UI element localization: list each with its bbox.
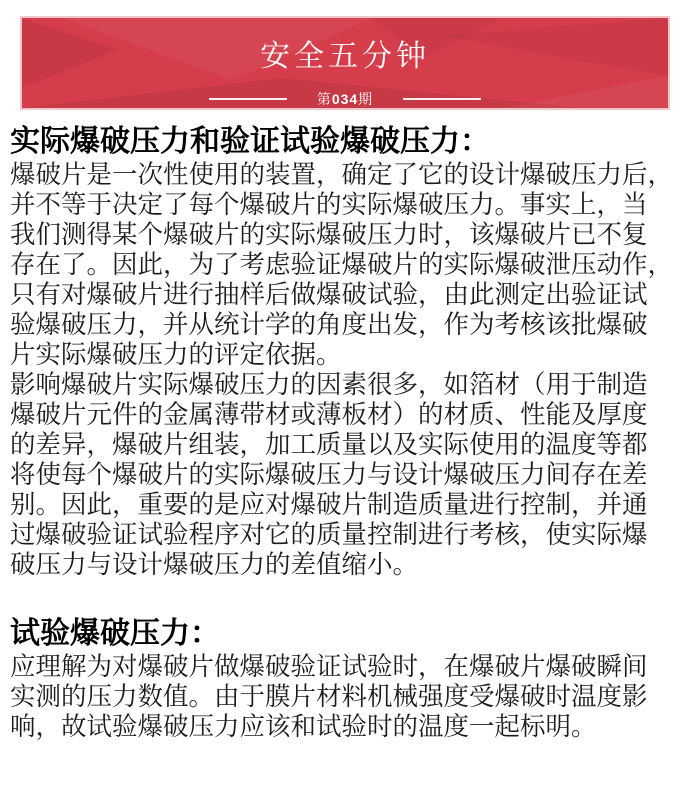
text-line: 只有对爆破片进行抽样后做爆破试验，由此测定出验证试 [10,280,648,309]
text-line: 存在了。因此，为了考虑验证爆破片的实际爆破泄压动作， [10,250,674,279]
section-heading: 实际爆破压力和验证试验爆破压力： [10,125,490,158]
paragraph [10,370,680,580]
text-line: 破压力与设计爆破压力的差值缩小。 [10,550,419,579]
text-line: 响，故试验爆破压力应该和试验时的温度一起标明。 [10,712,597,741]
subtitle-left-rule [209,98,287,100]
text-line: 将使每个爆破片的实际爆破压力与设计爆破压力间存在差 [10,460,648,489]
article-content [0,124,690,742]
banner [20,16,670,110]
section-heading: 试验爆破压力： [10,617,220,650]
text-line: 我们测得某个爆破片的实际爆破压力时，该爆破片已不复 [10,220,648,249]
paragraph [10,652,680,742]
text-line: 爆破片元件的金属薄带材或薄板材）的材质、性能及厚度 [10,400,648,429]
text-line: 验爆破压力，并从统计学的角度出发，作为考核该批爆破 [10,310,648,339]
text-line: 片实际爆破压力的评定依据。 [10,340,342,369]
text-line: 实测的压力数值。由于膜片材料机械强度受爆破时温度影 [10,682,648,711]
section-actual-burst-pressure [10,124,680,580]
subtitle-right-rule [403,98,481,100]
issue-number: 034 [331,91,359,107]
text-line: 别。因此，重要的是应对爆破片制造质量进行控制，并通 [10,490,648,519]
text-line: 应理解为对爆破片做爆破验证试验时，在爆破片爆破瞬间 [10,652,648,681]
text-line: 爆破片是一次性使用的装置，确定了它的设计爆破压力后， [10,160,674,189]
section-test-burst-pressure [10,616,680,742]
text-line: 过爆破验证试验程序对它的质量控制进行考核，使实际爆 [10,520,648,549]
paragraph [10,160,680,370]
banner-subtitle-row [22,89,668,109]
text-line: 并不等于决定了每个爆破片的实际爆破压力。事实上，当 [10,190,648,219]
text-line: 影响爆破片实际爆破压力的因素很多，如箔材（用于制造 [10,370,648,399]
text-line: 的差异，爆破片组装，加工质量以及实际使用的温度等都 [10,430,648,459]
issue-prefix: 第 [316,93,332,108]
issue-label [317,89,373,109]
issue-suffix: 期 [358,93,374,108]
banner-title: 安全五分钟 [260,40,430,73]
